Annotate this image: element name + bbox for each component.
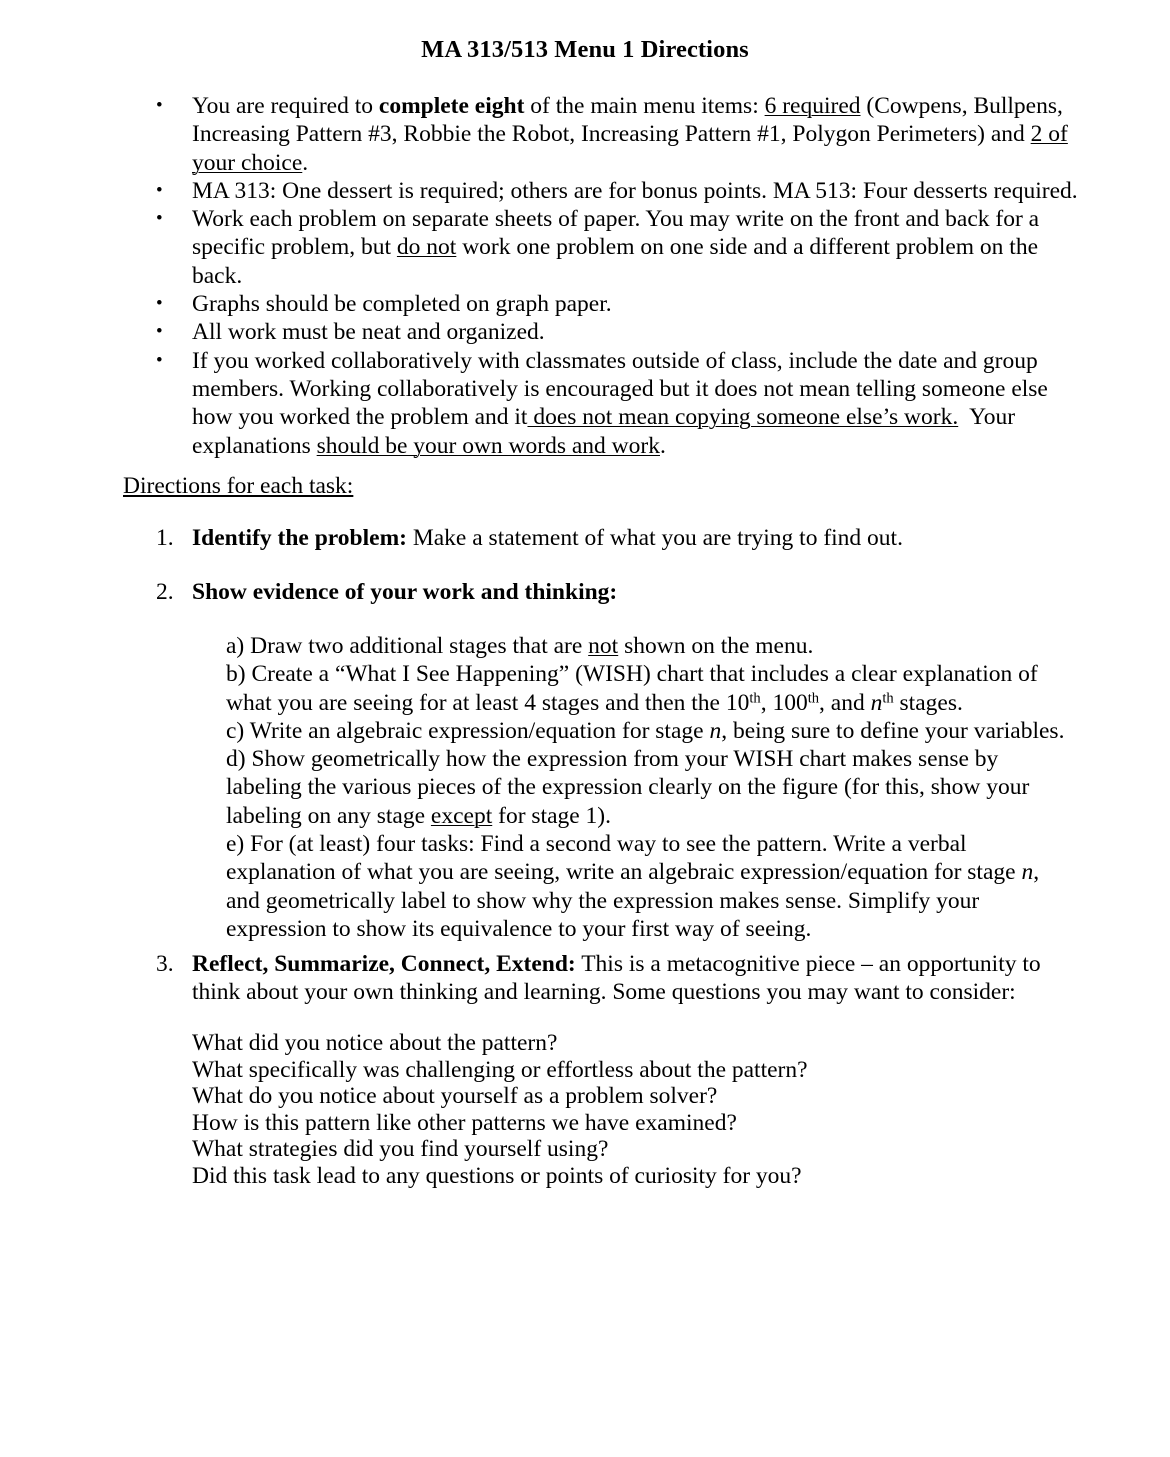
requirement-text: You are required to complete eight of the main menu items: 6 required (Cowpens, Bullpens, Increasing Pattern #3, Robbie the Robot, Increasing Pattern #1, Polygon Perimeters) and 2 of your choice.	[192, 93, 1068, 176]
list-number: 3.	[156, 951, 174, 977]
list-number: 1.	[156, 525, 174, 551]
bullet-icon: •	[156, 321, 163, 343]
bullet-icon: •	[156, 208, 163, 230]
question-item: What specifically was challenging or effortless about the pattern?	[192, 1056, 808, 1083]
task-step-2	[0, 578, 1170, 606]
question-item: What did you notice about the pattern?	[192, 1030, 558, 1056]
sub-item-b: b) Create a “What I See Happening” (WISH) chart that includes a clear explanation of what you are seeing for at least 4 stages and then the 10th, 100th, and $n^{th}$ stages.	[226, 661, 1038, 716]
numbered-item	[0, 578, 1170, 606]
requirement-text: If you worked collaboratively with classmates outside of class, include the date and group members. Working collaboratively is encouraged but it does not mean telling someone else how you worked the problem and it does not mean copying someone else’s work. Your explanations should be your own words and work.	[192, 347, 1048, 459]
question-item: What strategies did you find yourself using?	[192, 1136, 609, 1163]
reflection-question-list	[192, 1030, 1092, 1190]
list-item	[0, 92, 1170, 177]
step-text: Reflect, Summarize, Connect, Extend: This is a metacognitive piece – an opportunity to think about your own thinking and learning. Some questions you may want to consider:	[192, 951, 1041, 1006]
question-item: What do you notice about yourself as a problem solver?	[192, 1083, 718, 1110]
page-title: MA 313/513 Menu 1 Directions	[421, 36, 749, 63]
step-text: Identify the problem: Make a statement of what you are trying to find out.	[192, 525, 903, 551]
list-item	[0, 177, 1170, 205]
section-heading-directions: Directions for each task:	[123, 473, 354, 499]
requirement-text: All work must be neat and organized.	[192, 319, 545, 346]
list-item	[0, 347, 1170, 460]
task-step-1	[0, 524, 1170, 552]
question-item: Did this task lead to any questions or points of curiosity for you?	[192, 1162, 802, 1189]
requirements-bullet-list	[0, 92, 1170, 460]
requirement-text: Work each problem on separate sheets of paper. You may write on the front and back for a specific problem, but do not work one problem on one side and a different problem on the back.	[192, 206, 1040, 289]
bullet-icon: •	[156, 293, 163, 315]
bullet-icon: •	[156, 179, 163, 201]
sub-item-c: c) Write an algebraic expression/equation for stage n, being sure to define your variables.	[226, 717, 1065, 744]
bullet-icon: •	[156, 349, 163, 371]
sub-item-a: a) Draw two additional stages that are not shown on the menu.	[226, 633, 814, 659]
requirement-text: MA 313: One dessert is required; others are for bonus points. MA 513: Four desserts required.	[192, 177, 1078, 204]
bullet-icon: •	[156, 95, 163, 116]
requirement-text: Graphs should be completed on graph paper.	[192, 291, 612, 318]
list-item	[0, 290, 1170, 318]
question-item: How is this pattern like other patterns we have examined?	[192, 1109, 737, 1136]
list-item	[0, 318, 1170, 346]
numbered-item	[0, 950, 1170, 1007]
list-number: 2.	[156, 579, 174, 605]
step-text: Show evidence of your work and thinking:	[192, 579, 618, 605]
task-sub-items	[226, 632, 1070, 943]
sub-item-e: e) For (at least) four tasks: Find a second way to see the pattern. Write a verbal explanation of what you are seeing, write an algebraic expression/equation for stage n, and geometrically label to show why the expression makes sense. Simplify your expression to show its equivalence to your first way of seeing.	[226, 831, 1040, 942]
list-item	[0, 205, 1170, 290]
numbered-item	[0, 524, 1170, 552]
task-step-3	[0, 950, 1170, 1007]
sub-item-d: d) Show geometrically how the expression from your WISH chart makes sense by labeling the various pieces of the expression clearly on the figure (for this, show your labeling on any stage except for stage 1).	[226, 746, 1030, 829]
